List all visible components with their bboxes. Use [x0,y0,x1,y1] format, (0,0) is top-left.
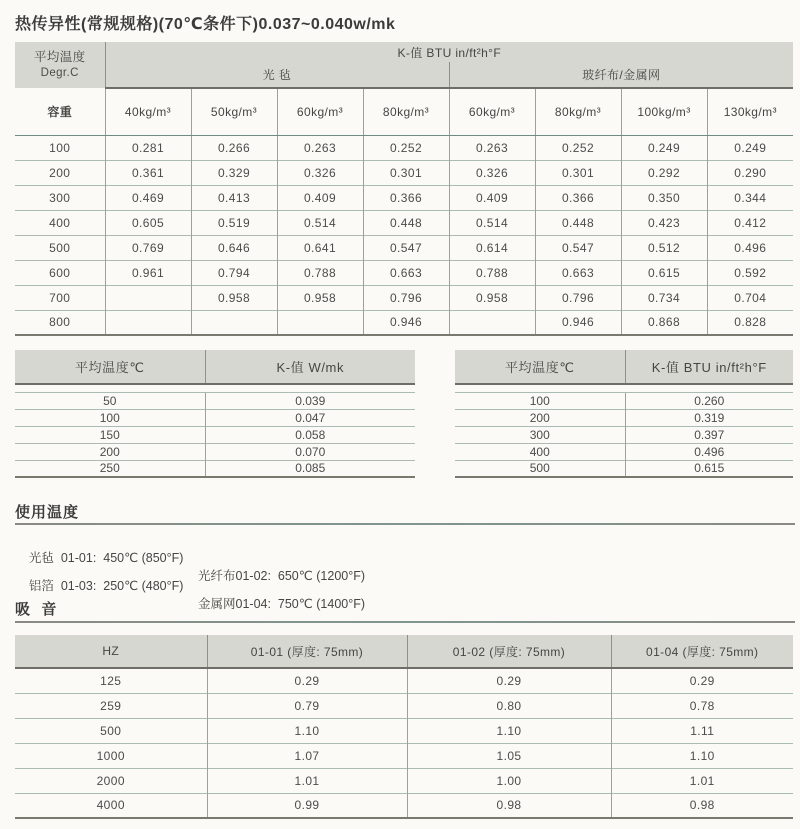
table-row [15,260,793,285]
density-col-6: 80kg/m³ [535,88,621,135]
table-row [15,310,793,335]
density-col-3: 60kg/m³ [277,88,363,135]
spec-01-04-header: 01-04 (厚度: 75mm) [611,635,793,668]
k-value-cell: 0.326 [277,160,363,185]
table-row [15,693,793,718]
k-value-cell: 0.663 [363,260,449,285]
k-value-cell: 0.788 [277,260,363,285]
k-value-cell: 0.252 [535,135,621,160]
k-value-cell: 0.292 [621,160,707,185]
k-value-cell: 0.512 [621,235,707,260]
table-row [15,185,793,210]
temperature-cell: 700 [15,285,105,310]
k-value-cell: 0.946 [535,310,621,335]
k-value-cell: 0.828 [707,310,793,335]
temperature-cell: 100 [455,392,625,409]
k-value-table-metric [15,350,415,478]
frequency-cell: 1000 [15,743,207,768]
spec-01-02-header: 01-02 (厚度: 75mm) [407,635,611,668]
k-value-cell: 0.448 [535,210,621,235]
k-value-cell: 0.409 [449,185,535,210]
absorption-value-cell: 0.29 [207,668,407,693]
usage-metal-mesh: 金属网01-04: 750℃ (1400°F) [198,597,366,611]
k-value-cell: 0.423 [621,210,707,235]
k-value-cell: 0.496 [625,443,793,460]
k-value-cell: 0.641 [277,235,363,260]
table-row [15,160,793,185]
spacer-row [455,384,793,392]
k-value-cell: 0.058 [205,426,415,443]
temperature-cell: 400 [455,443,625,460]
k-value-cell: 0.615 [625,460,793,477]
absorption-value-cell: 0.98 [611,793,793,818]
group-fiberglass-metal-mesh: 玻纤布/金属网 [449,62,793,88]
k-value-cell: 0.301 [535,160,621,185]
density-col-4: 80kg/m³ [363,88,449,135]
k-value-cell: 0.519 [191,210,277,235]
metric-table-header [15,350,415,384]
absorption-table-body [15,668,793,818]
k-value-table-imperial [455,350,793,478]
k-value-cell: 0.281 [105,135,191,160]
temperature-cell: 50 [15,392,205,409]
table-row [15,668,793,693]
frequency-cell: 4000 [15,793,207,818]
k-value-cell: 0.514 [277,210,363,235]
k-value-cell: 0.039 [205,392,415,409]
usage-fiberglass-cloth: 光纤布01-02: 650℃ (1200°F) [198,569,366,583]
table-row [15,768,793,793]
k-value-cell: 0.769 [105,235,191,260]
k-value-cell: 0.496 [707,235,793,260]
absorption-value-cell: 0.79 [207,693,407,718]
k-value-unit-header: K-值 BTU in/ft²h°F [105,42,793,62]
k-value-cell: 0.366 [363,185,449,210]
k-value-cell: 0.413 [191,185,277,210]
absorption-value-cell: 0.29 [407,668,611,693]
metric-table-body [15,392,415,477]
k-value-cell: 0.946 [363,310,449,335]
k-value-cell [449,310,535,335]
k-value-cell: 0.514 [449,210,535,235]
density-col-1: 40kg/m³ [105,88,191,135]
temperature-cell: 200 [15,443,205,460]
usage-divider [15,523,795,525]
absorption-value-cell: 1.00 [407,768,611,793]
page-title: 热传异性(常规规格)(70℃条件下)0.037~0.040w/mk [15,16,396,33]
material-group-row [15,62,793,88]
k-value-cell: 0.266 [191,135,277,160]
imperial-k-header: K-值 BTU in/ft²h°F [625,350,793,384]
k-value-cell: 0.263 [277,135,363,160]
imperial-temp-header: 平均温度℃ [455,350,625,384]
imperial-table-body [455,392,793,477]
frequency-cell: 259 [15,693,207,718]
density-col-2: 50kg/m³ [191,88,277,135]
k-value-cell: 0.070 [205,443,415,460]
absorption-value-cell: 1.01 [611,768,793,793]
density-label: 容重 [15,88,105,135]
sound-absorption-table [15,635,793,819]
k-value-cell: 0.301 [363,160,449,185]
density-col-7: 100kg/m³ [621,88,707,135]
metric-k-header: K-值 W/mk [205,350,415,384]
mean-temperature-label-en: Degr.C [40,66,79,79]
hz-header: HZ [15,635,207,668]
k-value-cell: 0.350 [621,185,707,210]
table-row [15,409,415,426]
temperature-cell: 500 [15,235,105,260]
k-value-cell: 0.260 [625,392,793,409]
k-value-cell: 0.961 [105,260,191,285]
absorption-value-cell: 1.10 [207,718,407,743]
k-value-cell: 0.319 [625,409,793,426]
k-value-cell: 0.412 [707,210,793,235]
k-value-cell: 0.290 [707,160,793,185]
thermal-conductivity-table [15,42,793,336]
table-row [455,409,793,426]
absorption-value-cell: 0.80 [407,693,611,718]
absorption-value-cell: 1.10 [611,743,793,768]
imperial-table-header [455,350,793,384]
density-col-8: 130kg/m³ [707,88,793,135]
table-row [15,443,415,460]
absorption-value-cell: 1.05 [407,743,611,768]
k-value-cell: 0.592 [707,260,793,285]
usage-temperature-heading: 使用温度 [15,504,80,521]
k-value-cell: 0.614 [449,235,535,260]
k-value-cell: 0.448 [363,210,449,235]
table-row [455,392,793,409]
k-value-cell: 0.547 [535,235,621,260]
table-row [15,460,415,477]
k-value-cell: 0.047 [205,409,415,426]
k-value-cell: 0.788 [449,260,535,285]
temperature-cell: 400 [15,210,105,235]
table-row [15,210,793,235]
k-value-cell: 0.397 [625,426,793,443]
density-col-5: 60kg/m³ [449,88,535,135]
temperature-cell: 300 [455,426,625,443]
temperature-cell: 500 [455,460,625,477]
k-value-cell: 0.361 [105,160,191,185]
usage-aluminum-foil: 铝箔 01-03: 250℃ (480°F) [28,579,184,593]
k-value-cell: 0.263 [449,135,535,160]
table-row [455,460,793,477]
absorption-value-cell: 1.11 [611,718,793,743]
temperature-cell: 100 [15,409,205,426]
temperature-cell: 300 [15,185,105,210]
absorption-value-cell: 1.10 [407,718,611,743]
k-value-cell: 0.409 [277,185,363,210]
frequency-cell: 2000 [15,768,207,793]
temperature-cell: 600 [15,260,105,285]
k-value-cell: 0.249 [621,135,707,160]
table-row [455,426,793,443]
absorption-value-cell: 1.07 [207,743,407,768]
k-value-cell: 0.794 [191,260,277,285]
k-value-cell: 0.868 [621,310,707,335]
absorption-value-cell: 0.29 [611,668,793,693]
k-value-cell: 0.326 [449,160,535,185]
k-value-cell: 0.252 [363,135,449,160]
k-value-cell: 0.085 [205,460,415,477]
table-row [15,793,793,818]
table-row [15,235,793,260]
mean-temperature-label-cn: 平均温度 [33,50,86,64]
k-value-cell: 0.249 [707,135,793,160]
k-value-cell: 0.958 [277,285,363,310]
usage-line-2 [15,562,775,622]
absorption-value-cell: 1.01 [207,768,407,793]
k-value-cell: 0.646 [191,235,277,260]
metric-temp-header: 平均温度℃ [15,350,205,384]
sound-absorption-heading: 吸 音 [15,601,58,618]
table-row [15,392,415,409]
k-value-cell: 0.547 [363,235,449,260]
k-value-cell: 0.366 [535,185,621,210]
sound-absorption-divider [15,621,795,623]
table-row [455,443,793,460]
main-table-header [15,42,793,135]
spacer-row [15,384,415,392]
table-row [15,426,415,443]
table-row [15,718,793,743]
density-header-row [15,88,793,135]
absorption-header-row [15,635,793,668]
k-value-cell: 0.958 [191,285,277,310]
k-value-cell: 0.615 [621,260,707,285]
k-value-cell: 0.796 [363,285,449,310]
temperature-cell: 800 [15,310,105,335]
k-value-cell: 0.344 [707,185,793,210]
k-value-cell: 0.469 [105,185,191,210]
k-value-cell [191,310,277,335]
temperature-cell: 200 [15,160,105,185]
temperature-cell: 250 [15,460,205,477]
frequency-cell: 500 [15,718,207,743]
table-row [15,135,793,160]
temperature-cell: 200 [455,409,625,426]
k-value-cell: 0.796 [535,285,621,310]
table-row [15,743,793,768]
k-value-cell: 0.605 [105,210,191,235]
k-value-cell: 0.663 [535,260,621,285]
group-glass-felt: 光 毡 [105,62,449,88]
absorption-value-cell: 0.98 [407,793,611,818]
spec-01-01-header: 01-01 (厚度: 75mm) [207,635,407,668]
k-value-cell: 0.958 [449,285,535,310]
absorption-value-cell: 0.99 [207,793,407,818]
table-row [15,285,793,310]
usage-glass-felt: 光毡 01-01: 450℃ (850°F) [28,551,184,565]
temperature-cell: 150 [15,426,205,443]
k-value-cell: 0.329 [191,160,277,185]
k-unit-row [15,42,793,62]
main-table-body [15,135,793,335]
frequency-cell: 125 [100,673,122,688]
mean-temperature-header [15,42,105,88]
k-value-cell: 0.704 [707,285,793,310]
k-value-cell [105,285,191,310]
k-value-cell: 0.734 [621,285,707,310]
absorption-value-cell: 0.78 [611,693,793,718]
k-value-cell [105,310,191,335]
temperature-cell: 100 [49,140,71,155]
k-value-cell [277,310,363,335]
